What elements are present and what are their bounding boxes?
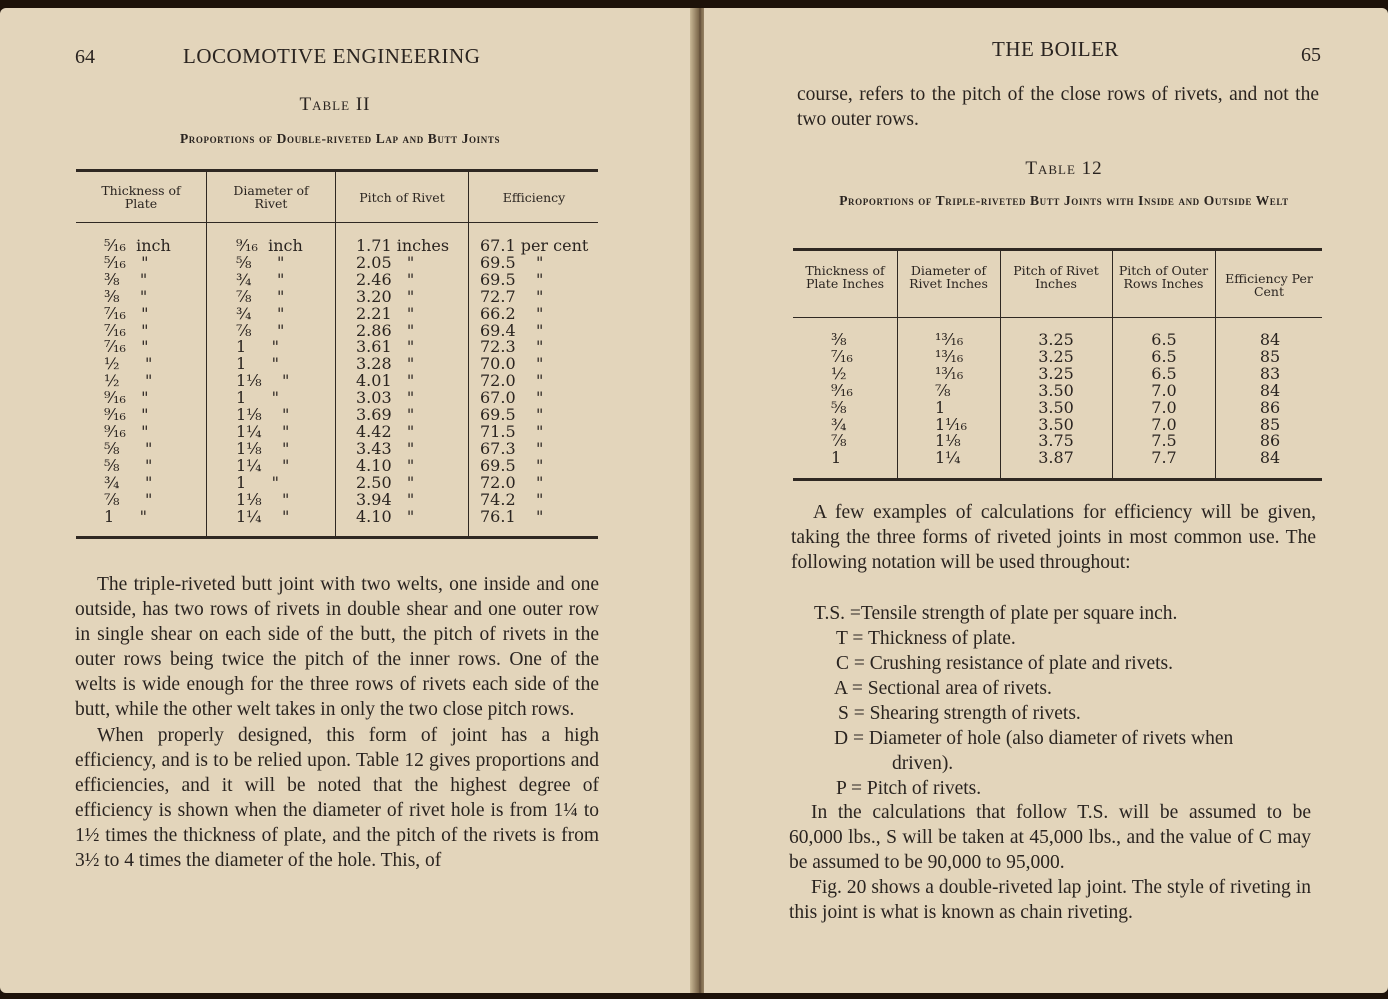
header-thickness: Thickness of Plate Inches: [805, 263, 885, 291]
paragraph: A few examples of calculations for efficiency will be given, taking the three forms of riveted joints in most common use. The following notation will be used throughout:: [791, 502, 1316, 573]
table-divider: [335, 172, 336, 536]
table-divider: [206, 172, 207, 536]
left-folio: 64: [75, 46, 95, 68]
table-divider: [468, 172, 469, 536]
right-lower-text: [789, 800, 1311, 925]
col-diameter: ¹³⁄₁₆ ¹³⁄₁₆ ¹³⁄₁₆ ⅞ 1 1¹⁄₁₆ 1⅛ 1¼: [935, 330, 968, 468]
right-page: [704, 8, 1388, 993]
table-bottom-rule: [76, 536, 598, 539]
table-top-rule: [793, 248, 1322, 251]
right-running-head: THE BOILER: [992, 37, 1119, 61]
table-bottom-rule: [793, 478, 1322, 481]
paragraph: Fig. 20 shows a double-riveted lap joint. The style of riveting in this joint is what is known as chain riveting.: [789, 877, 1311, 923]
header-pitch: Pitch of Rivet: [359, 190, 445, 205]
notation-list: [814, 601, 1233, 801]
right-body-text: [791, 500, 1316, 575]
table-divider: [1215, 251, 1216, 478]
table-header-rule: [76, 222, 598, 223]
notation-item: T = Thickness of plate.: [836, 628, 1016, 649]
notation-item: T.S. =Tensile strength of plate per square inch.: [814, 603, 1178, 624]
right-folio: 65: [1301, 44, 1321, 66]
col-pitch: 3.25 3.25 3.25 3.50 3.50 3.50 3.75 3.87: [1038, 330, 1074, 468]
notation-item: A = Sectional area of rivets.: [834, 678, 1052, 699]
paragraph: In the calculations that follow T.S. will be assumed to be 60,000 lbs., S will be taken at 45,000 lbs., and the value of C may be assumed to be 90,000 to 95,000.: [789, 802, 1311, 873]
table-12-title: Table 12: [1025, 158, 1103, 179]
notation-item: P = Pitch of rivets.: [836, 778, 982, 799]
header-diameter: Diameter of Rivet: [233, 183, 309, 211]
notation-item: driven).: [892, 753, 954, 774]
left-page: [0, 8, 696, 993]
col-efficiency: 67.1 per cent 69.5 " 69.5 " 72.7 " 66.2 " 69.4 " 72.3 " 70.0 " 72.0 " 67.0 " 69.5 " 71.5 " 67.3 " 69.5 " 72.0 " 74.2 " 76.1 ": [480, 236, 589, 526]
header-diameter: Diameter of Rivet Inches: [909, 263, 988, 291]
left-running-head: LOCOMOTIVE ENGINEERING: [183, 44, 481, 68]
col-diameter: ⁹⁄₁₆ inch ⅝ " ¾ " ⅞ " ¾ " ⅞ " 1 " 1 " 1⅛ " 1 " 1⅛ " 1¼ " 1⅛ " 1¼ " 1 " 1⅛ " 1¼ ": [236, 236, 303, 526]
table-divider: [897, 251, 898, 478]
table-header-rule: [793, 317, 1322, 318]
header-outer-rows: Pitch of Outer Rows Inches: [1118, 263, 1209, 291]
table-divider: [1112, 251, 1113, 478]
col-thickness: ⁵⁄₁₆ inch ⁵⁄₁₆ " ³⁄₈ " ³⁄₈ " ⁷⁄₁₆ " ⁷⁄₁₆ " ⁷⁄₁₆ " ½ " ½ " ⁹⁄₁₆ " ⁹⁄₁₆ " ⁹⁄₁₆ " ⅝ " ⅝ " ¾ " ⅞ " 1 ": [104, 236, 171, 526]
col-thickness: ³⁄₈ ⁷⁄₁₆ ½ ⁹⁄₁₆ ⅝ ¾ ⅞ 1: [831, 330, 853, 468]
left-body-text: [75, 572, 599, 873]
right-top-text: [797, 82, 1319, 132]
paragraph: The triple-riveted butt joint with two welts, one inside and one outside, has two rows of rivets in double shear and one outer row in single shear on each side of the butt, the pitch of rivets in the outer rows being twice the pitch of the inner rows. One of the welts is wide enough for the three rows of rivets each side of the butt, while the other welt takes in only the two close pitch rows.: [75, 574, 599, 721]
header-efficiency: Efficiency Per Cent: [1225, 271, 1313, 299]
table-11-caption: Proportions of Double-riveted Lap and Butt Joints: [179, 131, 501, 146]
paragraph: When properly designed, this form of joint has a high efficiency, and is to be relied upon. Table 12 gives proportions and efficiencies, and it will be noted that the highest degree of efficiency is shown when the diameter of rivet hole is from 1¼ to 1½ times the thickness of plate, and the pitch of the rivets is from 3½ to 4 times the diameter of the hole. This, of: [75, 724, 599, 872]
header-thickness: Thickness of Plate: [101, 183, 181, 211]
table-top-rule: [76, 169, 598, 172]
table-12-caption: Proportions of Triple-riveted Butt Joints with Inside and Outside Welt: [839, 193, 1289, 208]
header-efficiency: Efficiency: [502, 190, 566, 205]
col-outer-rows: 6.5 6.5 6.5 7.0 7.0 7.0 7.5 7.7: [1151, 330, 1177, 468]
header-pitch: Pitch of Rivet Inches: [1013, 263, 1099, 291]
paragraph: course, refers to the pitch of the close rows of rivets, and not the two outer rows.: [797, 84, 1319, 130]
col-efficiency: 84 85 83 84 86 85 86 84: [1259, 330, 1281, 468]
notation-item: C = Crushing resistance of plate and rivets.: [836, 653, 1174, 674]
table-divider: [1000, 251, 1001, 478]
notation-item: S = Shearing strength of rivets.: [838, 703, 1081, 724]
notation-item: D = Diameter of hole (also diameter of rivets when: [834, 728, 1234, 749]
col-pitch: 1.71 inches 2.05 " 2.46 " 3.20 " 2.21 " 2.86 " 3.61 " 3.28 " 4.01 " 3.03 " 3.69 " 4.42 " 3.43 " 4.10 " 2.50 " 3.94 " 4.10 ": [356, 236, 450, 526]
table-11-title: Table II: [299, 94, 371, 115]
